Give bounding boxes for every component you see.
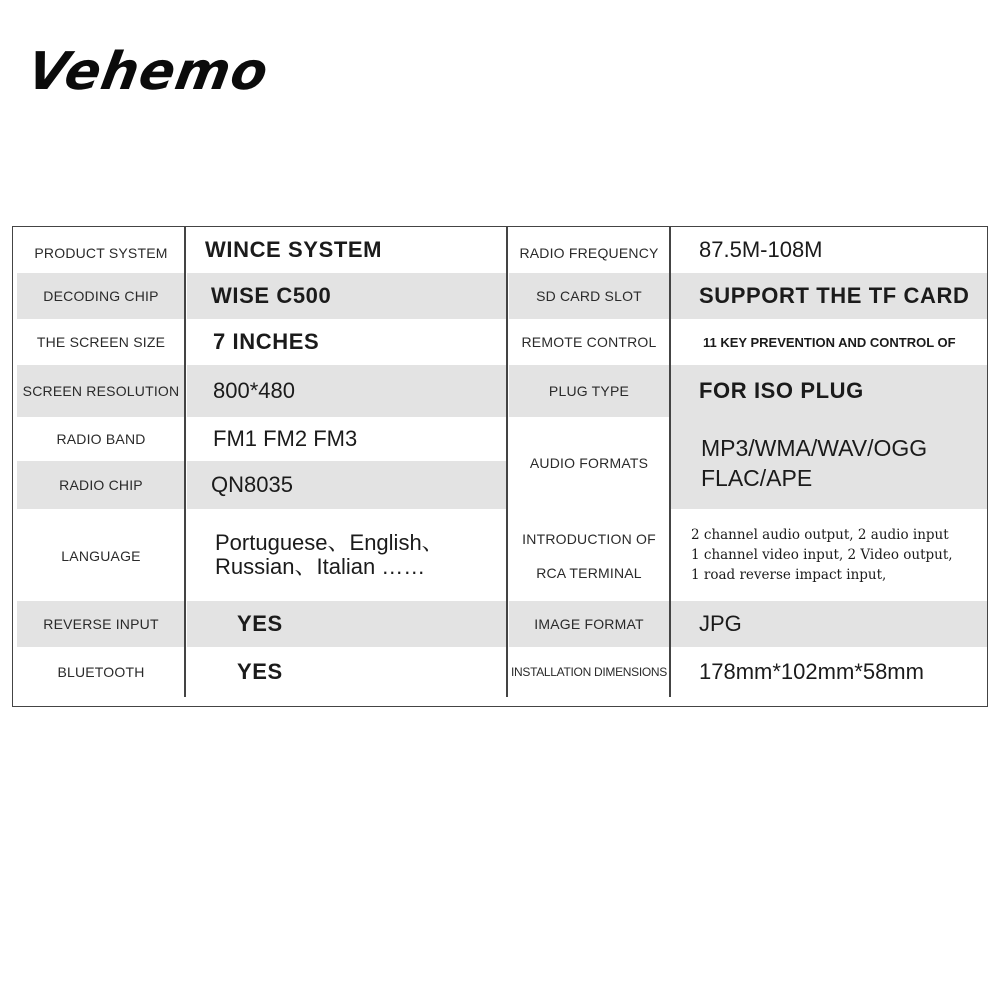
value-installation-dimensions: 178mm*102mm*58mm (671, 647, 987, 697)
value-radio-chip: QN8035 (187, 461, 507, 509)
label-audio-formats: AUDIO FORMATS (509, 417, 669, 509)
value-language (187, 509, 507, 601)
label-installation-dimensions: INSTALLATION DIMENSIONS (509, 647, 669, 697)
label-product-system: PRODUCT SYSTEM (17, 233, 185, 273)
value-bluetooth: YES (187, 647, 507, 697)
label-screen-size: THE SCREEN SIZE (17, 319, 185, 365)
value-rca-terminal (671, 509, 987, 601)
spec-table (12, 226, 988, 707)
value-screen-size: 7 INCHES (187, 319, 507, 365)
audio-formats-line-1: MP3/WMA/WAV/OGG (701, 435, 928, 461)
value-product-system: WINCE SYSTEM (187, 227, 507, 273)
label-radio-chip: RADIO CHIP (17, 461, 185, 509)
label-radio-band: RADIO BAND (17, 417, 185, 461)
value-radio-band: FM1 FM2 FM3 (187, 417, 507, 461)
rca-value-line-3: 1 road reverse impact input, (691, 567, 887, 583)
rca-value-line-2: 1 channel video input, 2 Video output, (691, 547, 953, 563)
brand-logo: Vehemo (22, 42, 274, 102)
label-bluetooth: BLUETOOTH (17, 647, 185, 697)
rca-value-line-1: 2 channel audio output, 2 audio input (691, 527, 949, 543)
value-audio-formats (671, 417, 987, 509)
label-decoding-chip: DECODING CHIP (17, 273, 185, 319)
label-remote-control: REMOTE CONTROL (509, 319, 669, 365)
value-plug-type: FOR ISO PLUG (671, 365, 987, 417)
label-sd-card-slot: SD CARD SLOT (509, 273, 669, 319)
value-reverse-input: YES (187, 601, 507, 647)
value-radio-frequency: 87.5M-108M (671, 227, 987, 273)
language-line-2: Russian、Italian …… (215, 554, 426, 579)
value-image-format: JPG (671, 601, 987, 647)
label-screen-resolution: SCREEN RESOLUTION (17, 365, 185, 417)
label-rca-terminal (509, 513, 669, 599)
audio-formats-line-2: FLAC/APE (701, 465, 813, 491)
label-image-format: IMAGE FORMAT (509, 601, 669, 647)
label-language: LANGUAGE (17, 513, 185, 599)
label-reverse-input: REVERSE INPUT (17, 601, 185, 647)
value-sd-card-slot: SUPPORT THE TF CARD (671, 273, 987, 319)
label-radio-frequency: RADIO FREQUENCY (509, 233, 669, 273)
rca-label-line-2: RCA TERMINAL (536, 565, 642, 581)
value-remote-control: 11 KEY PREVENTION AND CONTROL OF (671, 319, 987, 365)
label-plug-type: PLUG TYPE (509, 365, 669, 417)
rca-label-line-1: INTRODUCTION OF (522, 531, 656, 547)
value-decoding-chip: WISE C500 (187, 273, 507, 319)
column-divider-2 (506, 227, 508, 697)
language-line-1: Portuguese、English、 (215, 530, 444, 555)
column-divider-3 (669, 227, 671, 697)
value-screen-resolution: 800*480 (187, 365, 507, 417)
column-divider-1 (184, 227, 186, 697)
